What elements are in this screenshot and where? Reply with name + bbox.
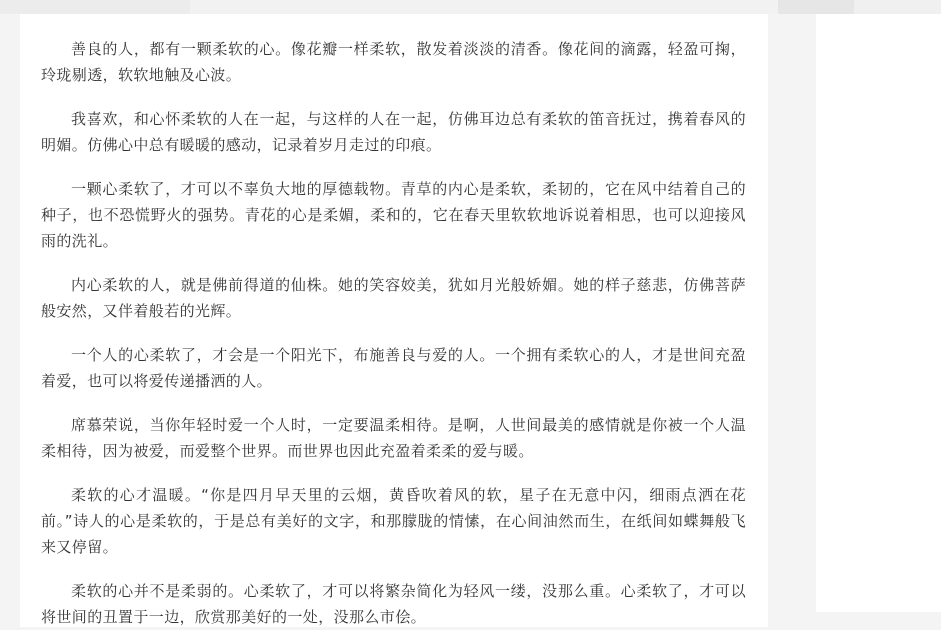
article-paragraph: 一颗心柔软了，才可以不辜负大地的厚德载物。青草的内心是柔软，柔韧的，它在风中结着自己的种子，也不恐慌野火的强势。青花的心是柔媚，柔和的，它在春天里软软地诉说着相思，也可以迎接风雨的洗礼。 [41,180,746,250]
toolbar-segment [0,0,190,14]
right-sidebar-panel [816,14,941,612]
article-paragraph: 内心柔软的人，就是佛前得道的仙株。她的笑容姣美，犹如月光般娇媚。她的样子慈悲，仿佛菩萨般安然，又伴着般若的光辉。 [41,276,746,320]
article-body [20,14,768,627]
toolbar-segment [190,0,780,14]
toolbar-segment [854,0,941,14]
article-paragraph: 席慕荣说，当你年轻时爱一个人时，一定要温柔相待。是啊，人世间最美的感情就是你被一个人温柔相待，因为被爱，而爱整个世界。而世界也因此充盈着柔柔的爱与暖。 [41,416,746,460]
article-paragraph: 善良的人，都有一颗柔软的心。像花瓣一样柔软，散发着淡淡的清香。像花间的滴露，轻盈可掬，玲珑剔透，软软地触及心波。 [41,40,746,84]
top-toolbar-strip [0,0,941,14]
article-paragraph: 柔软的心才温暖。“你是四月早天里的云烟，黄昏吹着风的软，星子在无意中闪，细雨点洒在花前。”诗人的心是柔软的，于是总有美好的文字，和那朦胧的情愫，在心间油然而生，在纸间如蝶舞般飞来又停留。 [41,486,746,556]
article-paragraph: 一个人的心柔软了，才会是一个阳光下，布施善良与爱的人。一个拥有柔软心的人，才是世间充盈着爱，也可以将爱传递播洒的人。 [41,346,746,390]
article-paragraph: 柔软的心并不是柔弱的。心柔软了，才可以将繁杂简化为轻风一缕，没那么重。心柔软了，才可以将世间的丑置于一边，欣赏那美好的一处，没那么市侩。 [41,582,746,626]
toolbar-segment [778,0,854,14]
article-paragraph: 我喜欢，和心怀柔软的人在一起，与这样的人在一起，仿佛耳边总有柔软的笛音抚过，携着春风的明媚。仿佛心中总有暖暖的感动，记录着岁月走过的印痕。 [41,110,746,154]
